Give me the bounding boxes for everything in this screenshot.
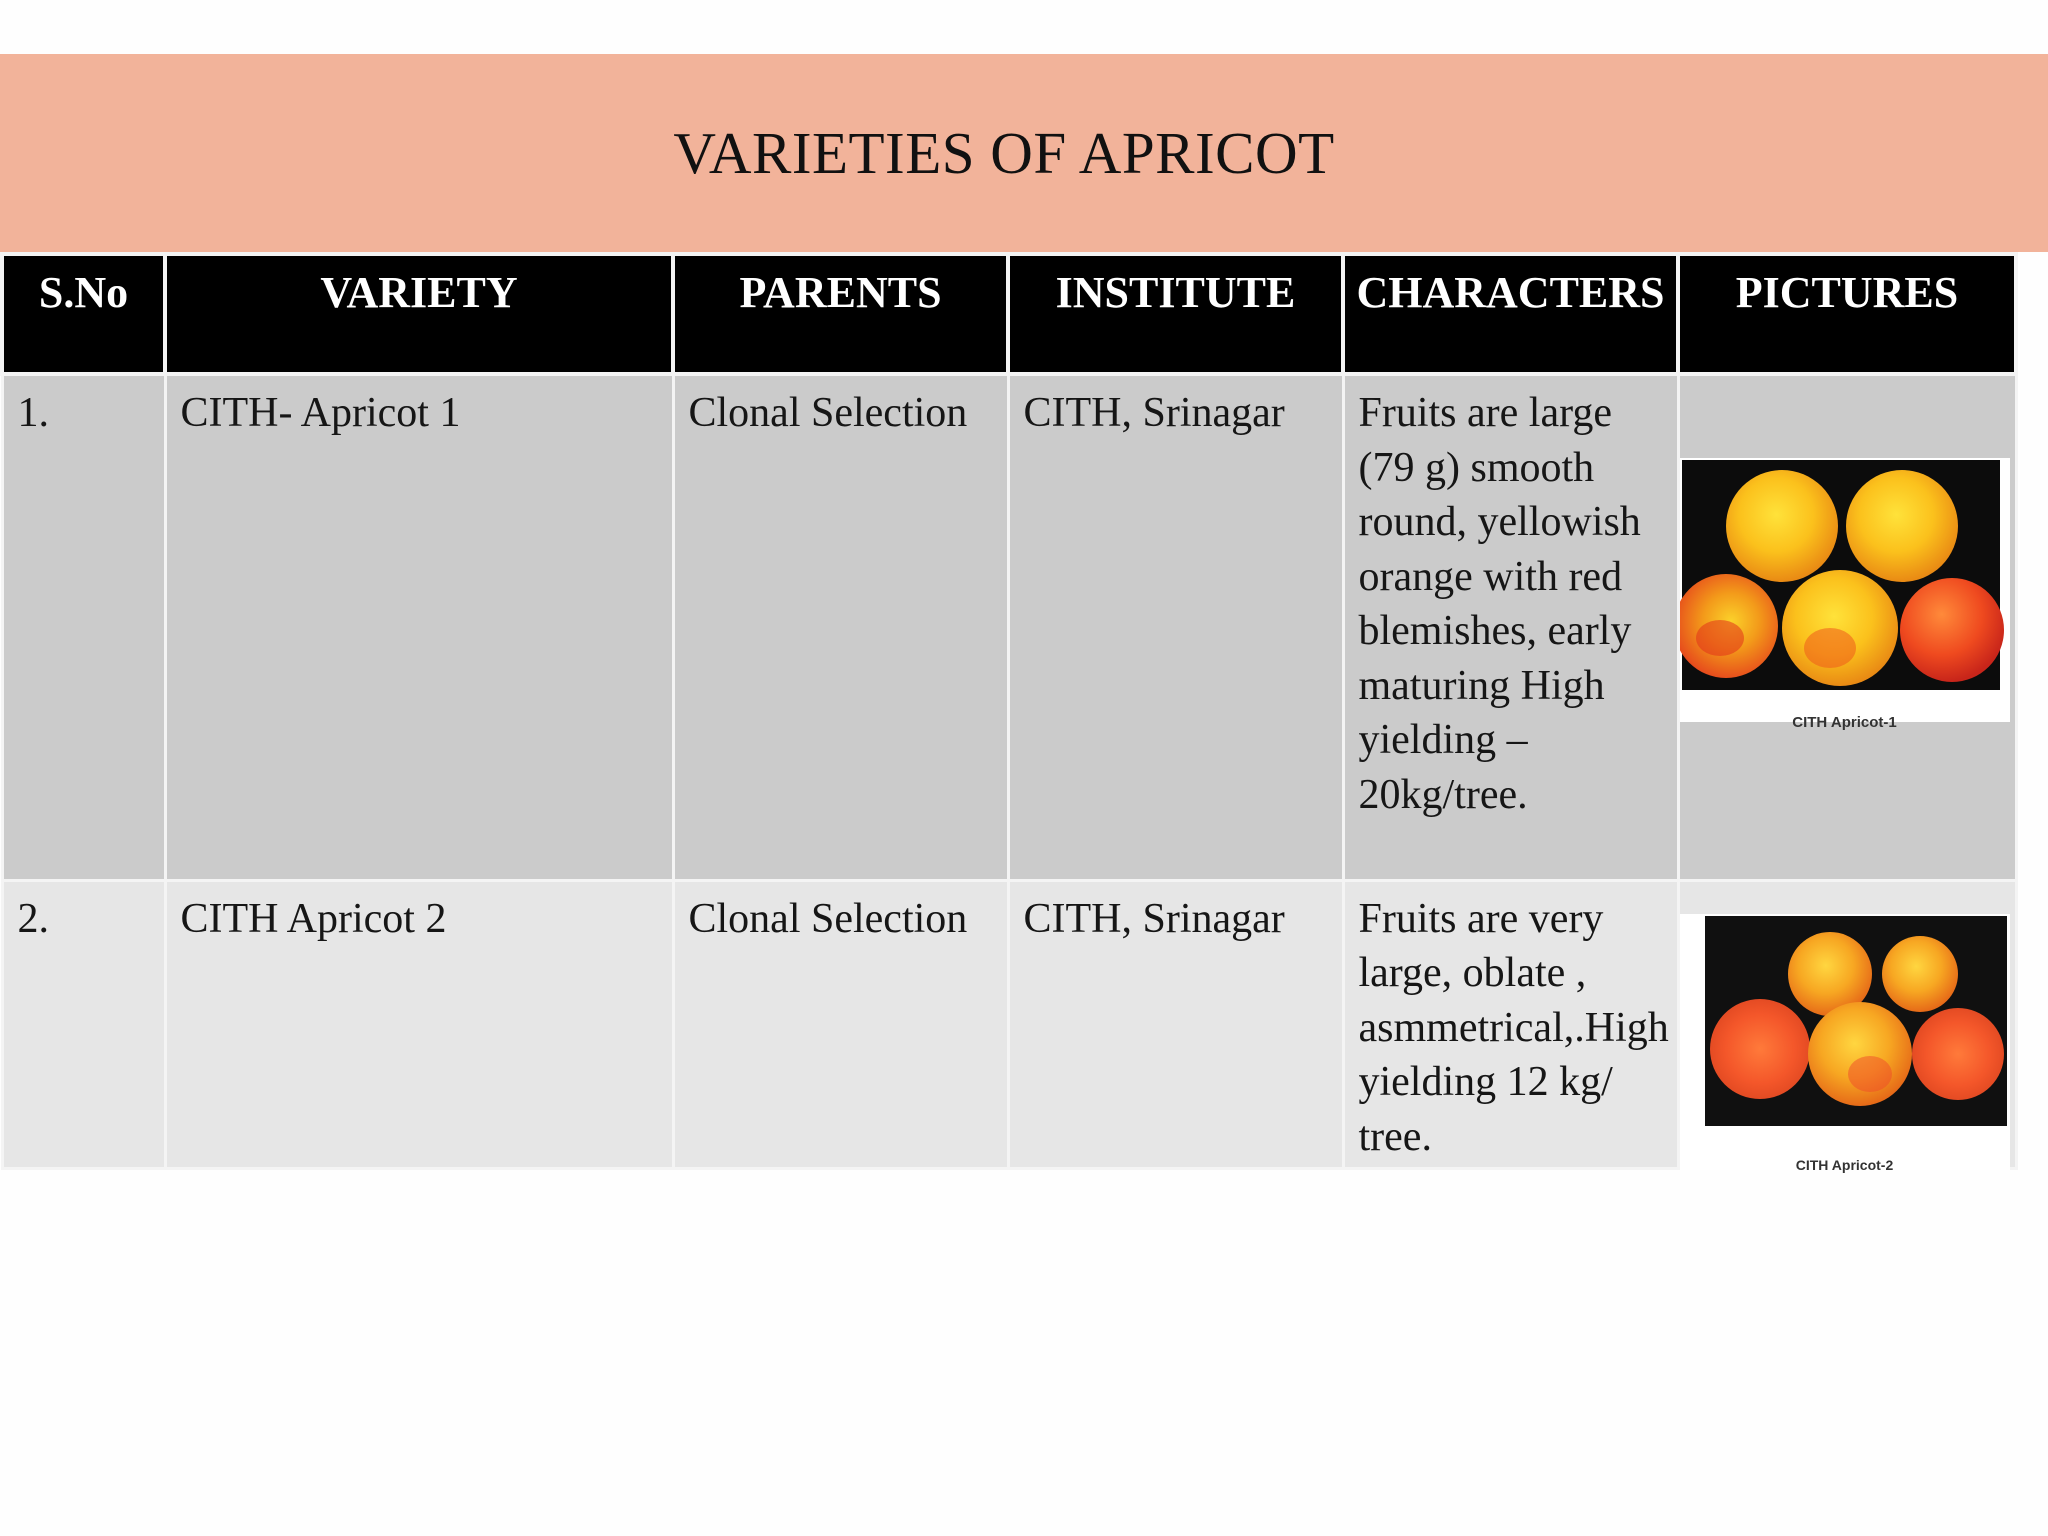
header-pictures: PICTURES bbox=[1678, 254, 2016, 374]
cell-picture bbox=[1678, 880, 2016, 1173]
table-row bbox=[2, 880, 2016, 1168]
picture-caption: CITH Apricot-2 bbox=[1795, 1156, 1894, 1173]
cell-variety: CITH- Apricot 1 bbox=[165, 374, 673, 880]
cell-sno: 2. bbox=[2, 880, 165, 1168]
header-institute: INSTITUTE bbox=[1008, 254, 1343, 374]
title-band bbox=[0, 54, 2048, 252]
table-header-row bbox=[2, 254, 2016, 374]
apricot-photo-2 bbox=[1680, 914, 2010, 1173]
cell-characters: Fruits are very large, oblate , asmmetrical,.High yielding 12 kg/ tree. bbox=[1343, 880, 1678, 1168]
apricot-fruits-photo-icon bbox=[1680, 914, 2010, 1142]
cell-characters: Fruits are large (79 g) smooth round, yellowish orange with red blemishes, early maturing High yielding – 20kg/tree. bbox=[1343, 374, 1678, 880]
header-parents: PARENTS bbox=[673, 254, 1008, 374]
cell-parents: Clonal Selection bbox=[673, 374, 1008, 880]
header-variety: VARIETY bbox=[165, 254, 673, 374]
apricot-fruits-photo-icon bbox=[1680, 458, 2010, 722]
cell-institute: CITH, Srinagar bbox=[1008, 374, 1343, 880]
cell-institute: CITH, Srinagar bbox=[1008, 880, 1343, 1168]
picture-caption: CITH Apricot-1 bbox=[1792, 714, 1897, 731]
apricot-photo-1 bbox=[1680, 458, 2010, 731]
cell-sno: 1. bbox=[2, 374, 165, 880]
table-row bbox=[2, 374, 2016, 880]
cell-variety: CITH Apricot 2 bbox=[165, 880, 673, 1168]
header-characters: CHARACTERS bbox=[1343, 254, 1678, 374]
header-sno: S.No bbox=[2, 254, 165, 374]
varieties-table bbox=[0, 252, 2018, 1173]
page-title: VARIETIES OF APRICOT bbox=[673, 119, 1335, 186]
cell-picture bbox=[1678, 374, 2016, 880]
cell-parents: Clonal Selection bbox=[673, 880, 1008, 1168]
